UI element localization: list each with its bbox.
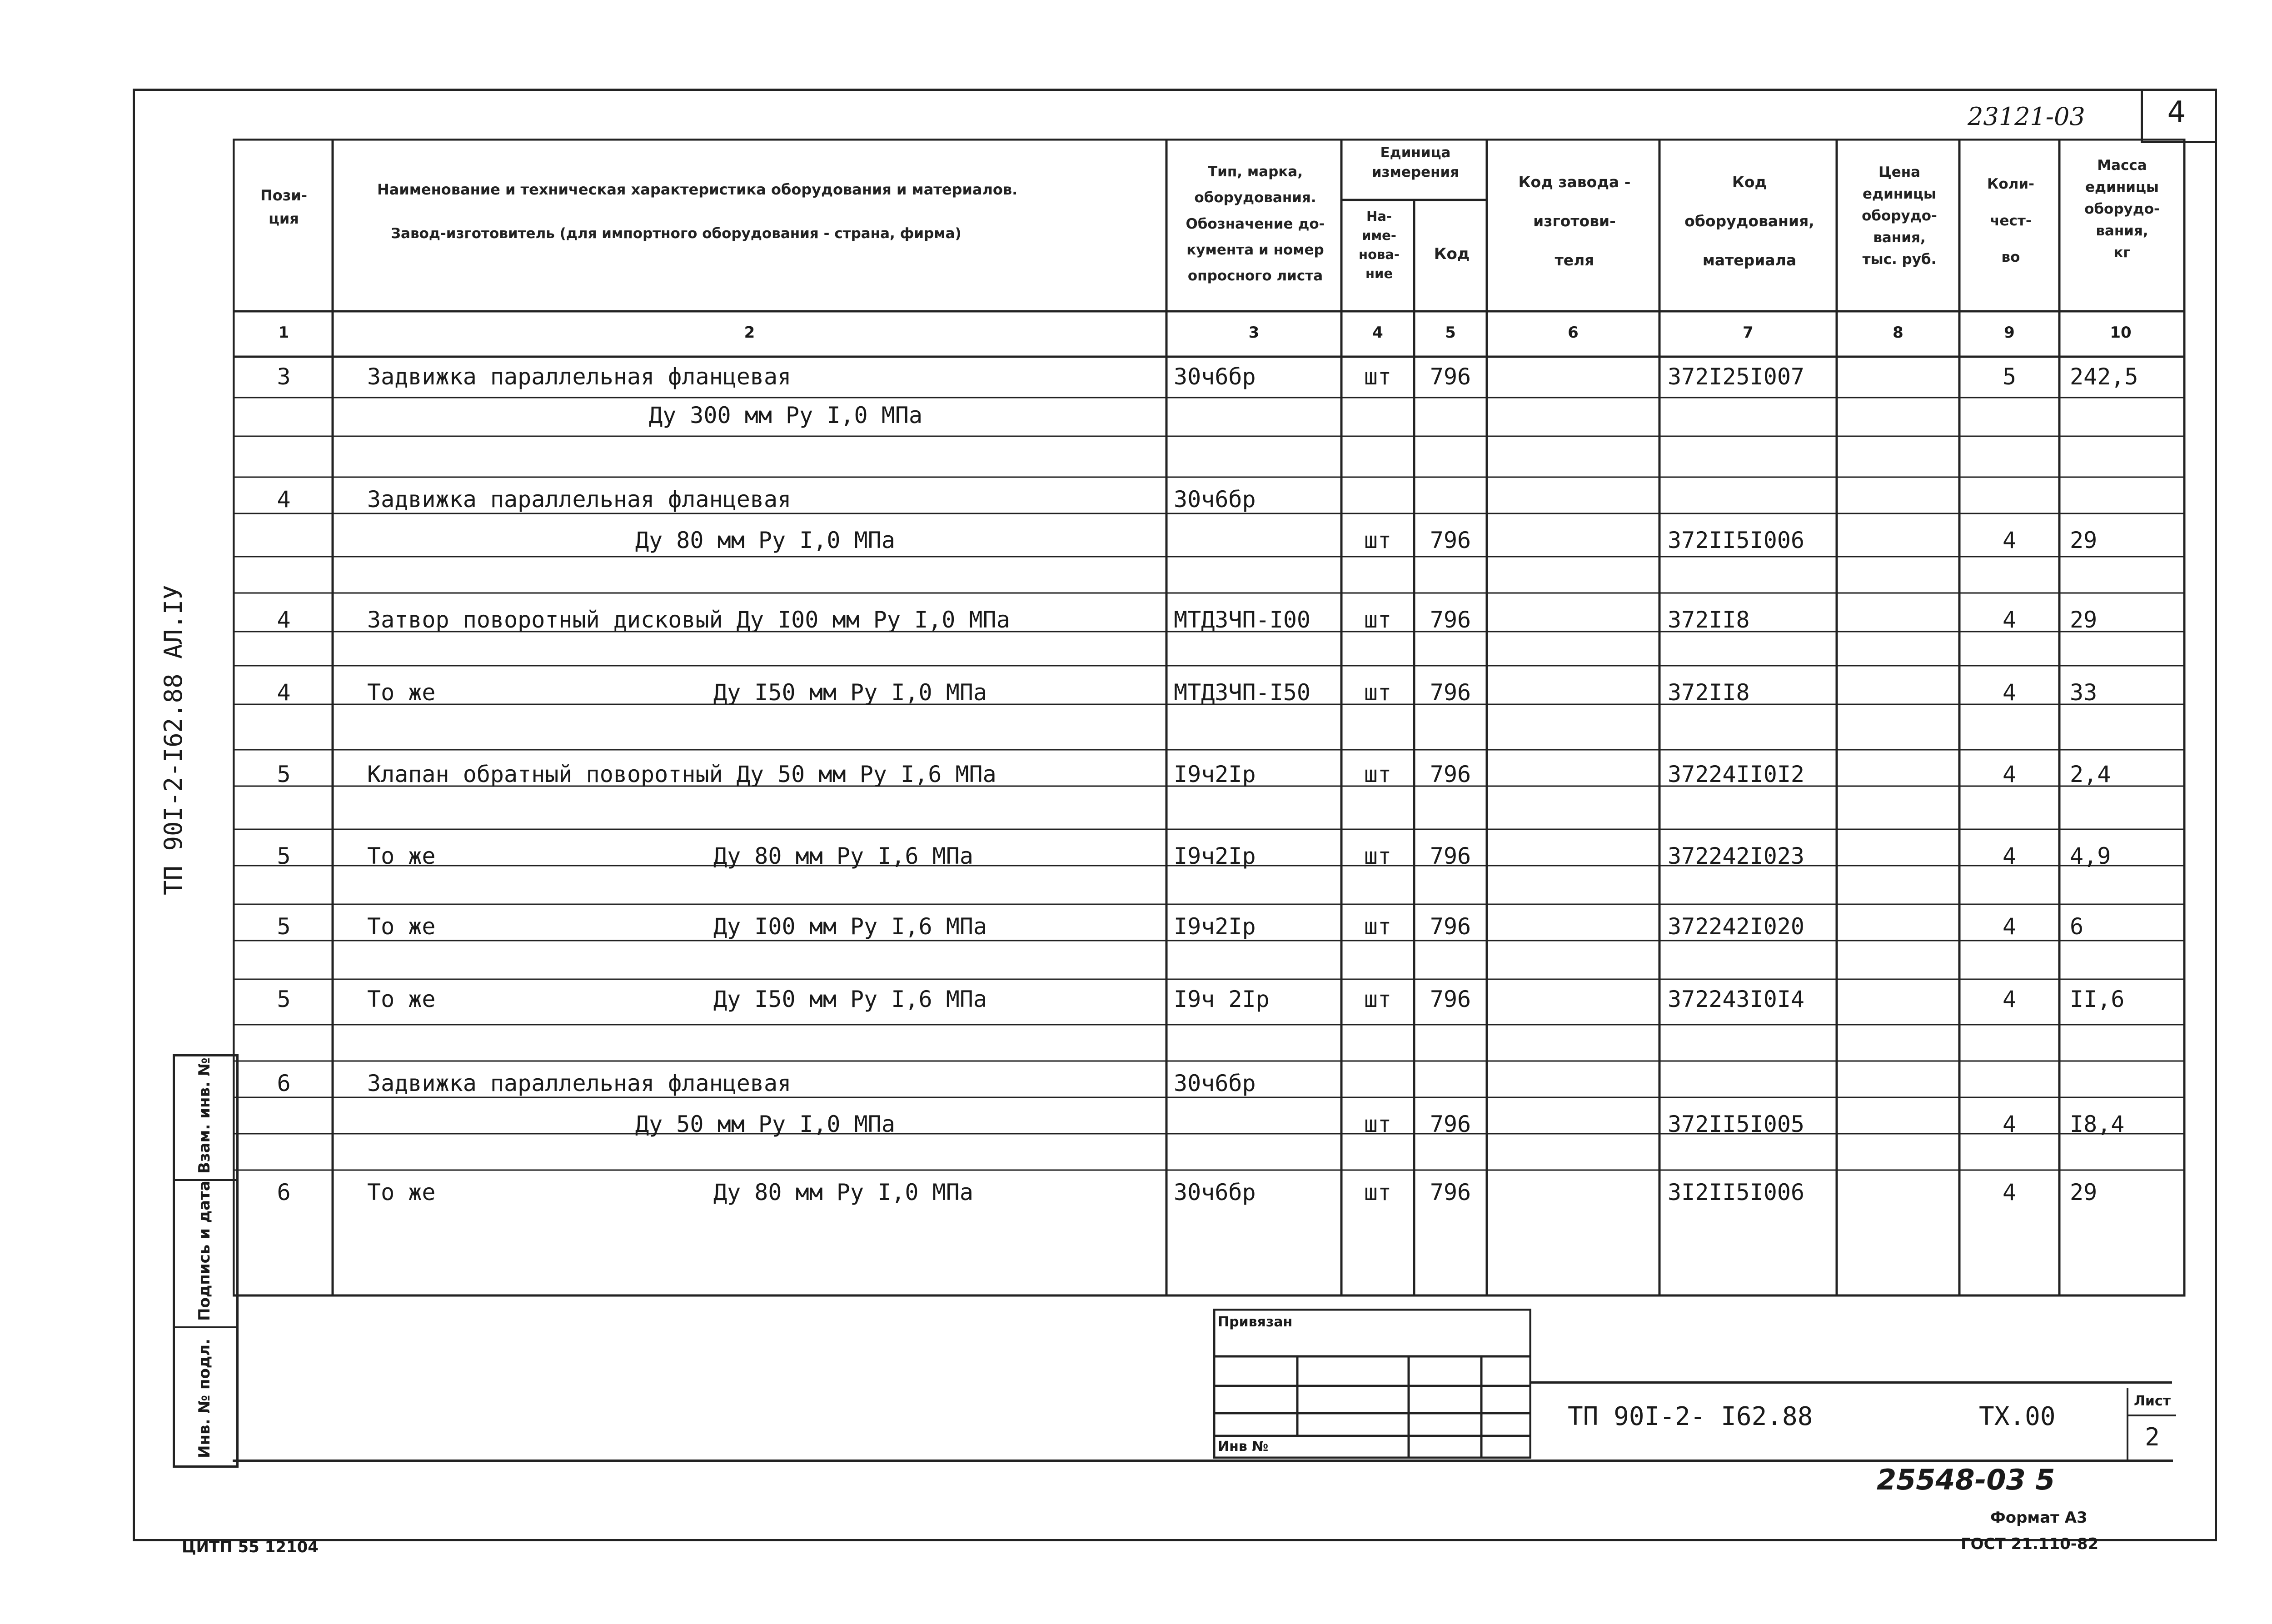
table-cell-type: 30ч6бр [1174,1070,1256,1096]
stamp-privyazan: Привязан [1218,1314,1293,1330]
table-cell-qty: 4 [2002,761,2017,787]
table-cell-code: 3I2II5I006 [1668,1179,1805,1206]
table-cell-mass: I8,4 [2070,1111,2125,1137]
table-cell-unit: шт [1364,364,1392,390]
table-cell-name: Затвор поворотный дисковый Ду I00 мм Ру I,0 МПа [367,607,1010,633]
col-number-4: 4 [1372,324,1383,342]
table-cell-pos: 4 [277,607,291,633]
table-cell-mass: 29 [2070,607,2098,633]
table-cell-code: 37224II0I2 [1668,761,1805,787]
side-stamp [173,1054,239,1468]
table-cell-unit: шт [1364,843,1392,869]
col-number-9: 9 [2004,324,2015,342]
table-cell-unit-code: 796 [1430,607,1471,633]
table-cell-pos: 6 [277,1070,291,1096]
table-cell-unit-code: 796 [1430,1179,1471,1206]
sheet-label: Лист [2128,1388,2176,1416]
table-cell-unit: шт [1364,1179,1392,1206]
table-cell-type: I9ч 2Iр [1174,986,1270,1012]
table-cell-name: То же [367,1179,436,1206]
sheet-number: 2 [2145,1423,2160,1451]
table-cell-code: 372II8 [1668,679,1750,706]
header-price: Цена единицы оборудо- вания, тыс. руб. [1862,164,1937,268]
header-equipment-code: Код оборудования, материала [1684,173,1814,269]
side-stamp-replace: Взам. инв. № [175,1056,236,1181]
table-cell-qty: 4 [2002,986,2017,1012]
table-cell-unit-code: 796 [1430,843,1471,869]
table-cell-code: 372II5I005 [1668,1111,1805,1137]
table-cell-name: Задвижка параллельная фланцевая [367,1070,792,1096]
table-cell-qty: 4 [2002,679,2017,706]
header-position: Пози- ция [260,187,308,228]
table-cell-name-spec: Ду 80 мм Ру I,6 МПа [713,843,973,869]
table-cell-type: МТДЗЧП-I50 [1174,679,1311,706]
col-number-6: 6 [1568,324,1579,342]
table-cell-qty: 4 [2002,527,2017,553]
table-cell-qty: 4 [2002,1179,2017,1206]
table-cell-unit: шт [1364,527,1392,553]
header-factory-code: Код завода - изготови- теля [1518,173,1631,269]
side-label-area [150,400,214,900]
table-cell-type: I9ч2Iр [1174,913,1256,940]
table-cell-type: 30ч6бр [1174,1179,1256,1206]
stamp-inv-no: Инв № [1218,1439,1269,1455]
page-number-top: 4 [2167,95,2186,129]
title-designation: ТП 90I-2- I62.88 [1568,1402,1813,1431]
table-cell-unit: шт [1364,1111,1392,1137]
table-cell-name-spec: Ду I50 мм Ру I,6 МПа [713,986,987,1012]
table-cell-code: 372242I020 [1668,913,1805,940]
header-unit-group: Единица измерения [1371,144,1460,181]
header-unit-name: На- име- нова- ние [1359,209,1400,282]
col-number-8: 8 [1893,324,1903,342]
table-cell-unit-code: 796 [1430,761,1471,787]
table-cell-unit: шт [1364,607,1392,633]
header-name-line2: Завод-изготовитель (для импортного оборудования - страна, фирма) [391,225,962,242]
table-cell-code: 372II8 [1668,607,1750,633]
table-cell-name-spec: Ду I50 мм Ру I,0 МПа [713,679,987,706]
table-cell-pos: 4 [277,679,291,706]
table-cell-code: 372242I023 [1668,843,1805,869]
title-section: ТХ.00 [1979,1402,2056,1431]
table-cell-unit: шт [1364,679,1392,706]
table-cell-mass: 4,9 [2070,843,2111,869]
table-cell-pos: 4 [277,486,291,513]
table-cell-code: 372243I0I4 [1668,986,1805,1012]
table-cell-mass: 2,4 [2070,761,2111,787]
header-quantity: Коли- чест- во [1987,176,2034,266]
header-mass: Масса единицы оборудо- вания, кг [2084,157,2160,261]
side-stamp-signature: Подпись и дата [175,1181,236,1328]
col-number-5: 5 [1445,324,1456,342]
header-unit-code: Код [1434,245,1470,263]
handwritten-code-bottom: 25548-03 5 [1877,1463,2055,1496]
table-cell-code: 372I25I007 [1668,364,1805,390]
table-cell-name: Задвижка параллельная фланцевая [367,364,792,390]
col-number-7: 7 [1743,324,1754,342]
table-cell-pos: 5 [277,913,291,940]
table-cell-pos: 5 [277,843,291,869]
table-cell-type: 30ч6бр [1174,486,1256,513]
table-cell-mass: II,6 [2070,986,2125,1012]
side-label: ТП 90I-2-I62.88 АЛ.IУ [159,585,188,895]
table-cell-qty: 4 [2002,607,2017,633]
col-number-10: 10 [2110,324,2132,342]
table-cell-qty: 4 [2002,913,2017,940]
table-cell-name: Ду 80 мм Ру I,0 МПа [635,527,895,553]
table-cell-qty: 4 [2002,1111,2017,1137]
table-cell-name: Ду 300 мм Ру I,0 МПа [649,402,923,428]
table-cell-name: То же [367,913,436,940]
table-cell-pos: 3 [277,364,291,390]
table-cell-name: То же [367,679,436,706]
table-cell-pos: 5 [277,761,291,787]
table-cell-name-spec: Ду I00 мм Ру I,6 МПа [713,913,987,940]
table-cell-pos: 5 [277,986,291,1012]
table-cell-name-spec: Ду 80 мм Ру I,0 МПа [713,1179,973,1206]
table-cell-unit: шт [1364,761,1392,787]
table-cell-unit: шт [1364,986,1392,1012]
table-cell-mass: 6 [2070,913,2084,940]
table-cell-code: 372II5I006 [1668,527,1805,553]
table-cell-mass: 33 [2070,679,2098,706]
side-stamp-inventory: Инв. № подл. [195,1338,214,1458]
table-cell-unit-code: 796 [1430,364,1471,390]
header-type: Тип, марка, оборудования. Обозначение до- кумента и номер опросного листа [1186,164,1325,284]
table-cell-unit-code: 796 [1430,1111,1471,1137]
bottom-left-mark: ЦИТП 55 12104 [182,1538,319,1556]
table-cell-unit-code: 796 [1430,913,1471,940]
binding-stamp [1213,1309,1531,1459]
table-cell-unit-code: 796 [1430,986,1471,1012]
table-cell-name: Задвижка параллельная фланцевая [367,486,792,513]
table-cell-qty: 4 [2002,843,2017,869]
table-cell-unit-code: 796 [1430,527,1471,553]
table-cell-name: То же [367,986,436,1012]
gost-label: ГОСТ 21.110-82 [1961,1535,2099,1553]
table-cell-type: I9ч2Iр [1174,843,1256,869]
table-cell-mass: 29 [2070,1179,2098,1206]
table-cell-name: То же [367,843,436,869]
format-label: Формат А3 [1990,1509,2088,1527]
table-cell-qty: 5 [2002,364,2017,390]
table-cell-mass: 29 [2070,527,2098,553]
table-cell-unit-code: 796 [1430,679,1471,706]
table-cell-type: I9ч2Iр [1174,761,1256,787]
table-cell-type: 30ч6бр [1174,364,1256,390]
sheet-box [2127,1388,2176,1461]
table-cell-type: МТДЗЧП-I00 [1174,607,1311,633]
table-cell-pos: 6 [277,1179,291,1206]
header-name-line1: Наименование и техническая характеристика оборудования и материалов. [377,181,1018,198]
doc-code-top: 23121-03 [1968,102,2085,131]
col-number-2: 2 [744,324,755,342]
table-cell-name: Ду 50 мм Ру I,0 МПа [635,1111,895,1137]
table-cell-mass: 242,5 [2070,364,2138,390]
table-cell-name: Клапан обратный поворотный Ду 50 мм Ру I,6 МПа [367,761,996,787]
table-cell-unit: шт [1364,913,1392,940]
col-number-1: 1 [278,324,289,342]
col-number-3: 3 [1248,324,1260,342]
